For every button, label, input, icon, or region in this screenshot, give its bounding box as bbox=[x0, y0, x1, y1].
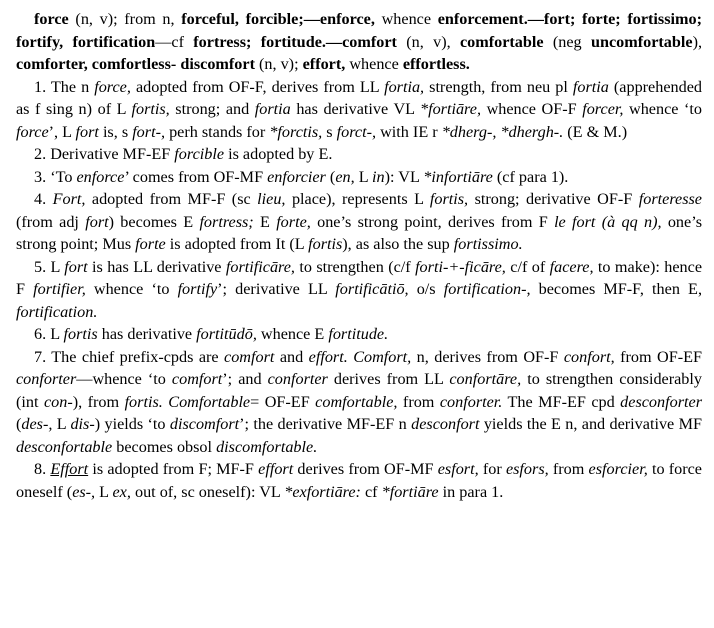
text-run: ) yields ‘to bbox=[94, 415, 170, 433]
text-run: ): VL bbox=[384, 167, 424, 186]
etymology-paragraph-7 bbox=[16, 346, 702, 459]
text-run: becomes obsol bbox=[112, 437, 217, 456]
text-run: forceful, forcible;—enforce, bbox=[181, 10, 375, 28]
text-run: adopted from OF-F, derives from LL bbox=[130, 77, 385, 96]
text-run: 5. L bbox=[34, 257, 65, 276]
text-run: desconfort bbox=[411, 415, 480, 433]
text-run: to force oneself ( bbox=[16, 460, 702, 501]
text-run: ’ comes from OF-MF bbox=[124, 167, 268, 186]
headword-line bbox=[16, 8, 702, 76]
text-run: forct-, bbox=[336, 122, 377, 141]
text-run: force bbox=[34, 10, 69, 28]
text-run: (n, v); from n, bbox=[68, 10, 182, 28]
text-run: lieu, bbox=[257, 190, 286, 208]
text-run: facere, bbox=[549, 257, 594, 276]
text-run: fortress; fortitude.—comfort bbox=[193, 32, 397, 51]
text-run: place), represents L bbox=[285, 190, 430, 208]
text-run: effort bbox=[258, 460, 294, 478]
text-run: fortia bbox=[254, 100, 291, 118]
text-run: whence E bbox=[256, 325, 329, 343]
text-run: to strengthen (c/f bbox=[294, 257, 416, 276]
text-run: —whence ‘to bbox=[76, 370, 172, 388]
text-run: en, bbox=[335, 167, 355, 186]
text-run: fortis bbox=[308, 235, 343, 253]
text-run: 3. ‘To bbox=[34, 167, 77, 186]
etymology-paragraph-2 bbox=[16, 143, 702, 166]
etymology-paragraph-8 bbox=[16, 458, 702, 503]
text-run: ’, L bbox=[48, 122, 76, 141]
text-run: comfort bbox=[171, 370, 223, 388]
text-run: in para 1. bbox=[438, 482, 504, 501]
text-run: desconforter bbox=[620, 392, 702, 411]
text-run: fortifier, bbox=[33, 280, 86, 298]
text-run: to strengthen considerably (int bbox=[16, 370, 702, 411]
text-run: The MF-EF cpd bbox=[502, 392, 621, 411]
text-run: whence ‘to bbox=[623, 100, 702, 118]
text-run: force bbox=[16, 122, 49, 141]
text-run: dis- bbox=[70, 415, 95, 433]
text-run: ’; the derivative MF-EF n bbox=[239, 415, 412, 433]
text-run: le fort (à qq n), bbox=[554, 212, 662, 231]
text-run: desconfortable bbox=[16, 437, 113, 456]
text-run: ( bbox=[16, 415, 22, 433]
etymology-paragraph-4 bbox=[16, 188, 702, 256]
text-run: in bbox=[372, 167, 385, 186]
text-run: for bbox=[478, 460, 506, 478]
text-run: whence ‘to bbox=[85, 280, 178, 298]
text-run: confortāre, bbox=[449, 370, 522, 388]
text-run: comfortable, bbox=[315, 392, 398, 411]
text-run: n, derives from OF-F bbox=[411, 347, 564, 366]
text-run: fortis. bbox=[124, 392, 163, 411]
text-run: is adopted from F; MF-F bbox=[88, 460, 259, 478]
text-run: fortification-, bbox=[443, 280, 531, 298]
text-run: is adopted from It (L bbox=[165, 235, 309, 253]
text-run: is adopted by E. bbox=[224, 145, 333, 163]
text-run: conforter. bbox=[439, 392, 503, 411]
text-run: from bbox=[548, 460, 589, 478]
text-run: 6. L bbox=[34, 325, 64, 343]
text-run: whence bbox=[374, 10, 438, 28]
text-run: out of, sc oneself): VL bbox=[130, 482, 285, 501]
text-run: esfors, bbox=[505, 460, 549, 478]
text-run: *infortiāre bbox=[423, 167, 493, 186]
text-run: 4. bbox=[34, 190, 53, 208]
text-run: fortificātiō, bbox=[335, 280, 409, 298]
text-run: uncomfortable bbox=[590, 32, 693, 51]
text-run: *fortiāre, bbox=[419, 100, 481, 118]
text-run: ’; and bbox=[222, 370, 268, 388]
text-run: Effort bbox=[50, 460, 89, 478]
etymology-paragraphs bbox=[16, 76, 702, 504]
text-run: fortify bbox=[177, 280, 218, 298]
text-run: discomfortable. bbox=[216, 437, 318, 456]
text-run: from bbox=[397, 392, 440, 411]
text-run: strong; derivative OF-F bbox=[468, 190, 639, 208]
text-run: confort, bbox=[563, 347, 615, 366]
text-run: yields the E n, and derivative MF bbox=[479, 415, 703, 433]
text-run: (neg bbox=[543, 32, 591, 51]
text-run: esfort, bbox=[437, 460, 479, 478]
text-run: enforcement.—fort; forte; fortissimo; fortify, fortification bbox=[16, 10, 702, 51]
text-run: ), as also the sup bbox=[342, 235, 454, 253]
text-run: (E & M.) bbox=[563, 122, 628, 141]
text-run: effort, bbox=[302, 55, 346, 73]
text-run: whence OF-F bbox=[481, 100, 583, 118]
text-run: comfort bbox=[224, 347, 275, 366]
text-run: cf bbox=[360, 482, 382, 501]
text-run: fort bbox=[64, 257, 88, 276]
text-run: strength, from neu pl bbox=[424, 77, 573, 96]
text-run: adopted from MF-F (sc bbox=[85, 190, 258, 208]
text-run: has derivative bbox=[97, 325, 197, 343]
text-run: *fortiāre bbox=[381, 482, 439, 501]
text-run: fortis, bbox=[131, 100, 170, 118]
text-run: (from adj bbox=[16, 212, 86, 231]
text-run: = OF-EF bbox=[250, 392, 316, 411]
text-run: effort. bbox=[308, 347, 348, 366]
text-run: force, bbox=[94, 77, 131, 96]
text-run: (n, v); bbox=[254, 55, 303, 73]
text-run: has derivative VL bbox=[290, 100, 420, 118]
text-run: forteresse bbox=[638, 190, 702, 208]
text-run: Fort, bbox=[52, 190, 86, 208]
text-run: fortitude. bbox=[328, 325, 389, 343]
text-run: des-, bbox=[21, 415, 53, 433]
text-run: fortia bbox=[572, 77, 609, 96]
dictionary-entry bbox=[16, 8, 702, 503]
text-run: is, s bbox=[98, 122, 133, 141]
text-run: 2. Derivative MF-EF bbox=[34, 145, 175, 163]
text-run: L bbox=[52, 415, 71, 433]
text-run: ( bbox=[325, 167, 336, 186]
text-run: ’; derivative LL bbox=[217, 280, 336, 298]
etymology-paragraph-1 bbox=[16, 76, 702, 144]
text-run: esforcier, bbox=[588, 460, 648, 478]
text-run: fort bbox=[75, 122, 99, 141]
text-run: forti-+-ficāre, bbox=[415, 257, 506, 276]
text-run: becomes MF-F, then E, bbox=[530, 280, 702, 298]
text-run: conforter bbox=[16, 370, 77, 388]
text-run: forte bbox=[135, 235, 166, 253]
text-run: E bbox=[253, 212, 277, 231]
text-run: con- bbox=[43, 392, 73, 411]
text-run: es-, bbox=[72, 482, 96, 501]
etymology-paragraph-6 bbox=[16, 323, 702, 346]
text-run: (cf para 1). bbox=[492, 167, 569, 186]
text-run: c/f of bbox=[505, 257, 550, 276]
text-run: fort bbox=[85, 212, 109, 231]
text-run: L bbox=[354, 167, 373, 186]
text-run: fortitūdō, bbox=[196, 325, 257, 343]
text-run: *forctis, bbox=[269, 122, 323, 141]
text-run: to make): hence F bbox=[16, 257, 703, 298]
text-run: forte, bbox=[276, 212, 311, 231]
text-run: from OF-EF bbox=[614, 347, 702, 366]
text-run: fortis, bbox=[429, 190, 469, 208]
text-run: strong; and bbox=[169, 100, 255, 118]
text-run: comforter, comfortless- discomfort bbox=[16, 55, 255, 73]
text-run: 7. The chief prefix-cpds are bbox=[34, 347, 225, 366]
text-run: with IE r bbox=[376, 122, 442, 141]
text-run: fortress; bbox=[199, 212, 254, 231]
text-run: ex, bbox=[112, 482, 131, 501]
text-run: s bbox=[322, 122, 337, 141]
text-run: derives from OF-MF bbox=[293, 460, 438, 478]
text-run: whence bbox=[345, 55, 403, 73]
text-run: fortis bbox=[63, 325, 98, 343]
text-run: enforce bbox=[76, 167, 125, 186]
text-run: fortification. bbox=[16, 302, 98, 321]
text-run: (n, v), bbox=[396, 32, 460, 51]
text-run: discomfort bbox=[169, 415, 240, 433]
text-run: Comfortable bbox=[168, 392, 251, 411]
text-run: conforter bbox=[267, 370, 328, 388]
text-run: 8. bbox=[34, 460, 51, 478]
text-run: and bbox=[274, 347, 309, 366]
text-run: o/s bbox=[408, 280, 444, 298]
text-run: fortissimo. bbox=[453, 235, 523, 253]
text-run: forcer, bbox=[582, 100, 624, 118]
text-run: *exfortiāre: bbox=[284, 482, 361, 501]
text-run: fort-, bbox=[132, 122, 166, 141]
text-run: 1. The n bbox=[34, 77, 95, 96]
etymology-paragraph-3 bbox=[16, 166, 702, 189]
text-run: comfortable bbox=[459, 32, 544, 51]
text-run: is has LL derivative bbox=[87, 257, 226, 276]
text-run: *dherg-, *dhergh-. bbox=[441, 122, 564, 141]
text-run: fortia, bbox=[384, 77, 425, 96]
text-run: one’s strong point, derives from F bbox=[310, 212, 555, 231]
text-run: effortless. bbox=[402, 55, 470, 73]
text-run: fortificāre, bbox=[225, 257, 295, 276]
text-run: —cf bbox=[155, 32, 194, 51]
text-run: L bbox=[95, 482, 113, 501]
text-run: enforcier bbox=[267, 167, 326, 186]
etymology-paragraph-5 bbox=[16, 256, 702, 324]
text-run: one’s strong point; Mus bbox=[16, 212, 702, 253]
text-run: ), from bbox=[72, 392, 125, 411]
text-run: ), bbox=[692, 32, 703, 51]
text-run: ) becomes E bbox=[108, 212, 200, 231]
text-run: Comfort, bbox=[353, 347, 412, 366]
text-run: forcible bbox=[174, 145, 225, 163]
text-run: derives from LL bbox=[327, 370, 450, 388]
text-run: perh stands for bbox=[165, 122, 270, 141]
text-run: (apprehended as f sing n) of L bbox=[16, 77, 702, 118]
